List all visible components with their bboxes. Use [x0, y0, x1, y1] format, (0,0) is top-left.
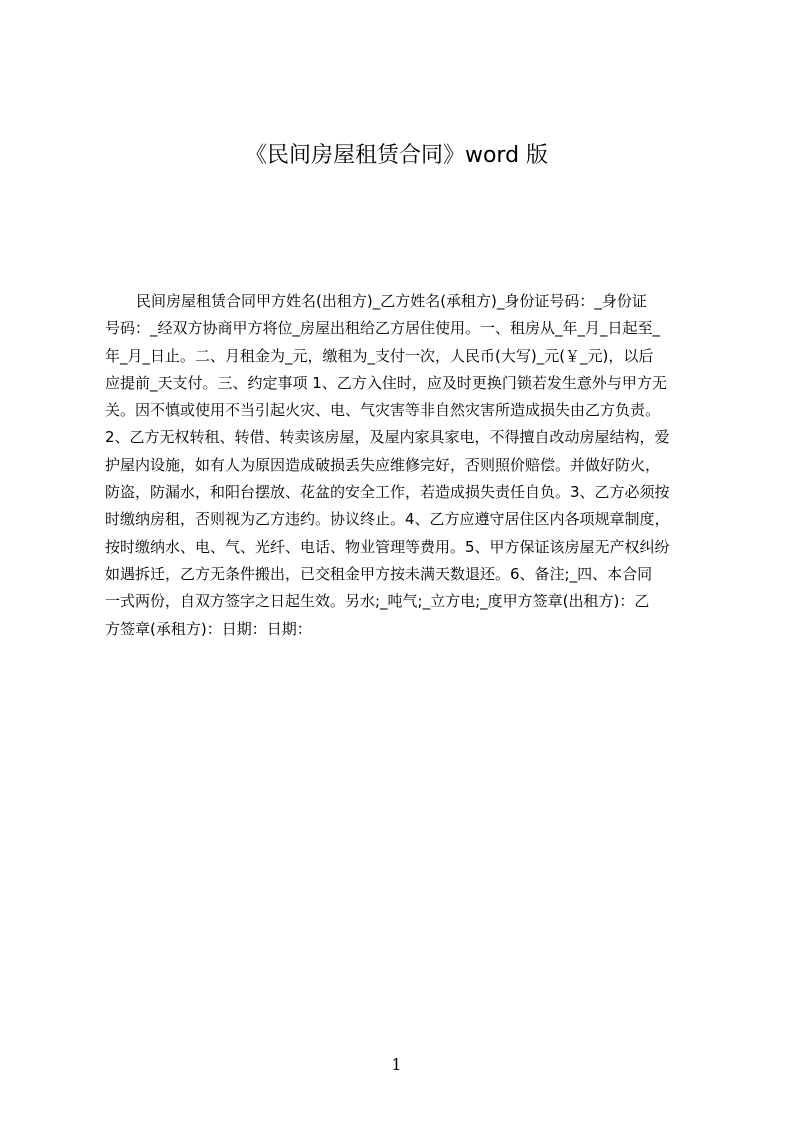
- body-line: 时缴纳房租，否则视为乙方违约。协议终止。4、乙方应遵守居住区内各项规章制度，: [105, 510, 670, 529]
- body-line: 2、乙方无权转租、转借、转卖该房屋，及屋内家具家电，不得擅自改动房屋结构，爱: [105, 428, 670, 447]
- body-line: 年_月_日止。二、月租金为_元，缴租为_支付一次，人民币(大写)_元(￥_元)，以后: [105, 346, 654, 365]
- body-line: 如遇拆迁，乙方无条件搬出，已交租金甲方按未满天数退还。6、备注;_四、本合同: [105, 564, 653, 583]
- page-number: 1: [391, 1055, 402, 1074]
- body-line: 一式两份，自双方签字之日起生效。另水;_吨气;_立方电;_度甲方签章(出租方)：乙: [105, 592, 650, 611]
- body-line: 号码：_经双方协商甲方将位_房屋出租给乙方居住使用。一、租房从_年_月_日起至_: [105, 319, 661, 338]
- document-title: 《民间房屋租赁合同》word 版: [244, 143, 549, 168]
- body-line: 按时缴纳水、电、气、光纤、电话、物业管理等费用。5、甲方保证该房屋无产权纠纷: [105, 537, 670, 556]
- body-line: 关。因不慎或使用不当引起火灾、电、气灾害等非自然灾害所造成损失由乙方负责。: [105, 401, 661, 420]
- body-line: 方签章(承租方)：日期：日期：: [105, 619, 312, 638]
- body-line: 防盗，防漏水，和阳台摆放、花盆的安全工作，若造成损失责任自负。3、乙方必须按: [105, 483, 670, 502]
- body-line: 民间房屋租赁合同甲方姓名(出租方)_乙方姓名(承租方)_身份证号码：_身份证: [136, 292, 647, 310]
- contract-body: [105, 288, 700, 648]
- body-line: 护屋内设施，如有人为原因造成破损丢失应维修完好，否则照价赔偿。并做好防火，: [105, 455, 661, 474]
- body-line: 应提前_天支付。三、约定事项 1、乙方入住时，应及时更换门锁若发生意外与甲方无: [105, 373, 667, 392]
